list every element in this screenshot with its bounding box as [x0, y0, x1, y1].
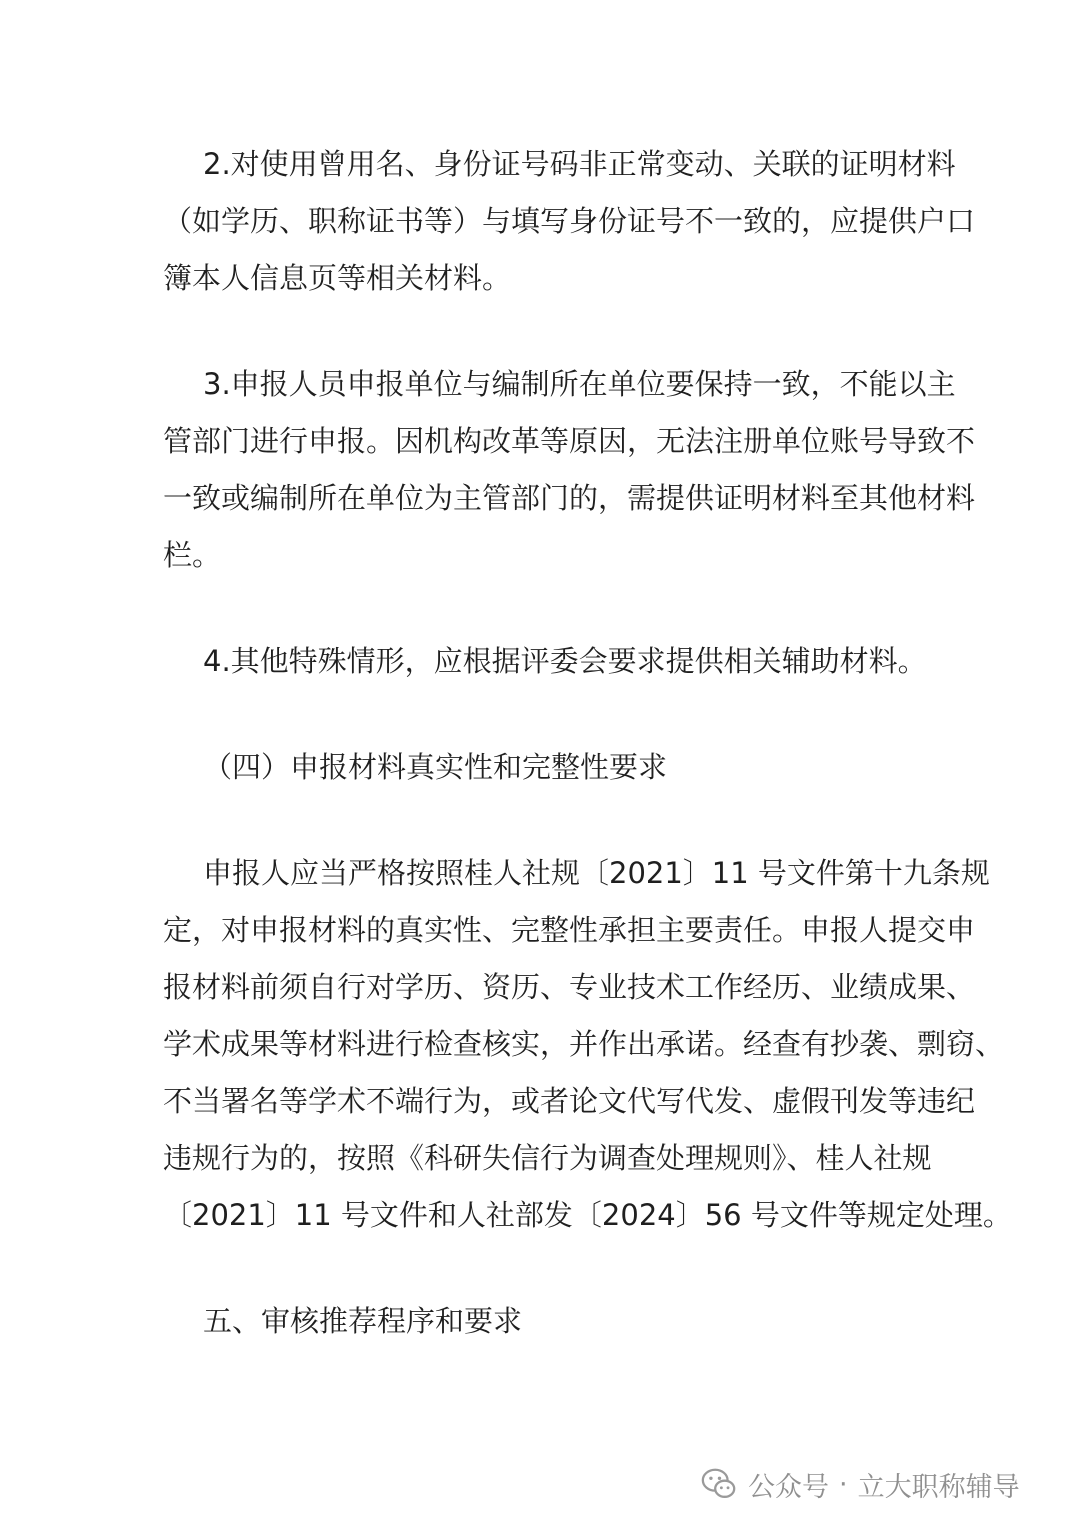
paragraph-line: 违规行为的，按照《科研失信行为调查处理规则》、桂人社规: [163, 1141, 932, 1175]
paragraph-line: （如学历、职称证书等）与填写身份证号不一致的，应提供户口: [163, 204, 976, 238]
paragraph-line: 不当署名等学术不端行为，或者论文代写代发、虚假刊发等违纪: [163, 1084, 976, 1118]
paragraph-line: 2.对使用曾用名、身份证号码非正常变动、关联的证明材料: [203, 147, 956, 181]
paragraph-line: 栏。: [163, 538, 222, 572]
paragraph-gap: [163, 796, 923, 845]
paragraph-gap: [163, 690, 923, 739]
section-paragraph: [163, 845, 1012, 1244]
paragraph-item-3: [163, 356, 976, 584]
watermark-label: 公众号: [748, 1471, 829, 1503]
paragraph-line: 报材料前须自行对学历、资历、专业技术工作经历、业绩成果、: [163, 970, 976, 1004]
paragraph-item-2: [163, 136, 976, 307]
account-watermark: [700, 1456, 1020, 1512]
paragraph-line: 3.申报人员申报单位与编制所在单位要保持一致，不能以主: [203, 367, 956, 401]
paragraph-line: 申报人应当严格按照桂人社规〔2021〕11 号文件第十九条规: [203, 856, 990, 890]
paragraph-line: 定，对申报材料的真实性、完整性承担主要责任。申报人提交申: [163, 913, 976, 947]
document-body: [163, 136, 1012, 1350]
paragraph-line: 一致或编制所在单位为主管部门的，需提供证明材料至其他材料: [163, 481, 976, 515]
section-heading: （四）申报材料真实性和完整性要求: [203, 750, 668, 784]
wechat-icon: [700, 1465, 738, 1503]
paragraph-gap: [163, 307, 923, 356]
watermark-account: 立大职称辅导: [857, 1471, 1020, 1503]
paragraph-line: 学术成果等材料进行检查核实，并作出承诺。经查有抄袭、剽窃、: [163, 1027, 1005, 1061]
watermark-separator: ·: [839, 1468, 848, 1500]
paragraph-item-4: [163, 633, 927, 690]
next-section-heading: 五、审核推荐程序和要求: [203, 1304, 523, 1338]
paragraph-line: 〔2021〕11 号文件和人社部发〔2024〕56 号文件等规定处理。: [163, 1198, 1012, 1232]
paragraph-line: 簿本人信息页等相关材料。: [163, 261, 512, 295]
paragraph-line: 4.其他特殊情形，应根据评委会要求提供相关辅助材料。: [203, 644, 927, 678]
paragraph-gap: [163, 1244, 923, 1293]
paragraph-gap: [163, 584, 923, 633]
paragraph-line: 管部门进行申报。因机构改革等原因，无法注册单位账号导致不: [163, 424, 976, 458]
